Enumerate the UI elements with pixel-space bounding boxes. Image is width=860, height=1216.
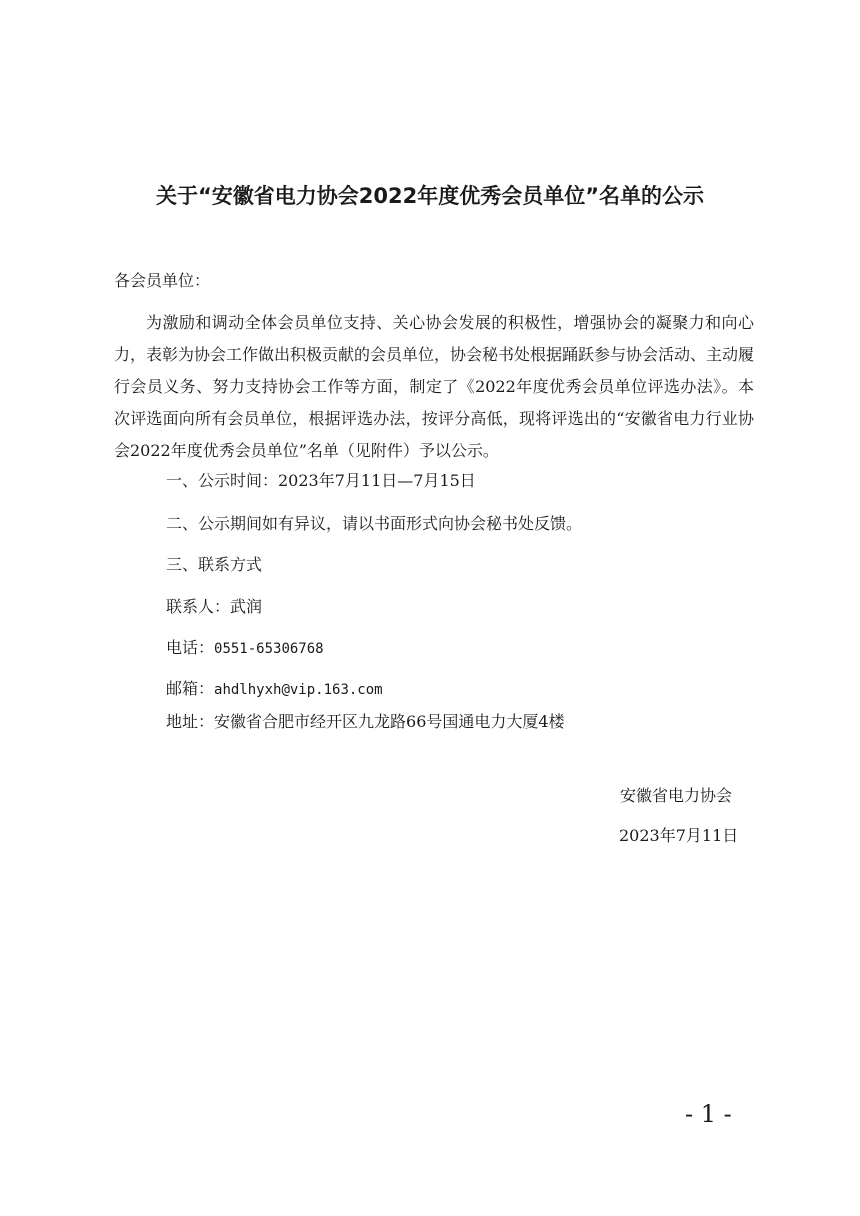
- contact-heading: 三、联系方式: [166, 555, 263, 574]
- contact-person-label: 联系人：: [166, 597, 231, 616]
- objection-item: 二、公示期间如有异议，请以书面形式向协会秘书处反馈。: [166, 514, 583, 533]
- signature-organization: 安徽省电力协会: [620, 786, 733, 805]
- document-title: 关于“安徽省电力协会2022年度优秀会员单位”名单的公示: [155, 184, 705, 208]
- contact-phone-line: [166, 633, 324, 664]
- contact-email-value: ahdlhyxh@vip.163.com: [214, 682, 383, 698]
- contact-email-label: 邮箱：: [166, 679, 215, 698]
- contact-address-value: 安徽省合肥市经开区九龙路66号国通电力大厦4楼: [214, 712, 565, 731]
- salutation: 各会员单位：: [114, 271, 211, 290]
- contact-address-line: [166, 707, 565, 737]
- contact-person-value: 武润: [230, 597, 263, 616]
- signature-date: 2023年7月11日: [619, 826, 739, 845]
- contact-address-label: 地址：: [166, 712, 215, 731]
- contact-email-line: [166, 674, 383, 705]
- body-paragraph: 为激励和调动全体会员单位支持、关心协会发展的积极性，增强协会的凝聚力和向心力，表彰为协会工作做出积极贡献的会员单位，协会秘书处根据踊跃参与协会活动、主动履行会员义务、努力支持协会工作等方面，制定了《2022年度优秀会员单位评选办法》。本次评选面向所有会员单位，根据评选办法，按评分高低，现将评选出的“安徽省电力行业协会2022年度优秀会员单位”名单（见附件）予以公示。: [114, 313, 755, 460]
- publicity-time-item: 一、公示时间：2023年7月11日—7月15日: [166, 471, 476, 490]
- contact-person-line: [166, 592, 262, 622]
- page-number: - 1 -: [685, 1100, 732, 1128]
- contact-phone-label: 电话：: [166, 638, 215, 657]
- contact-phone-value: 0551-65306768: [214, 641, 324, 657]
